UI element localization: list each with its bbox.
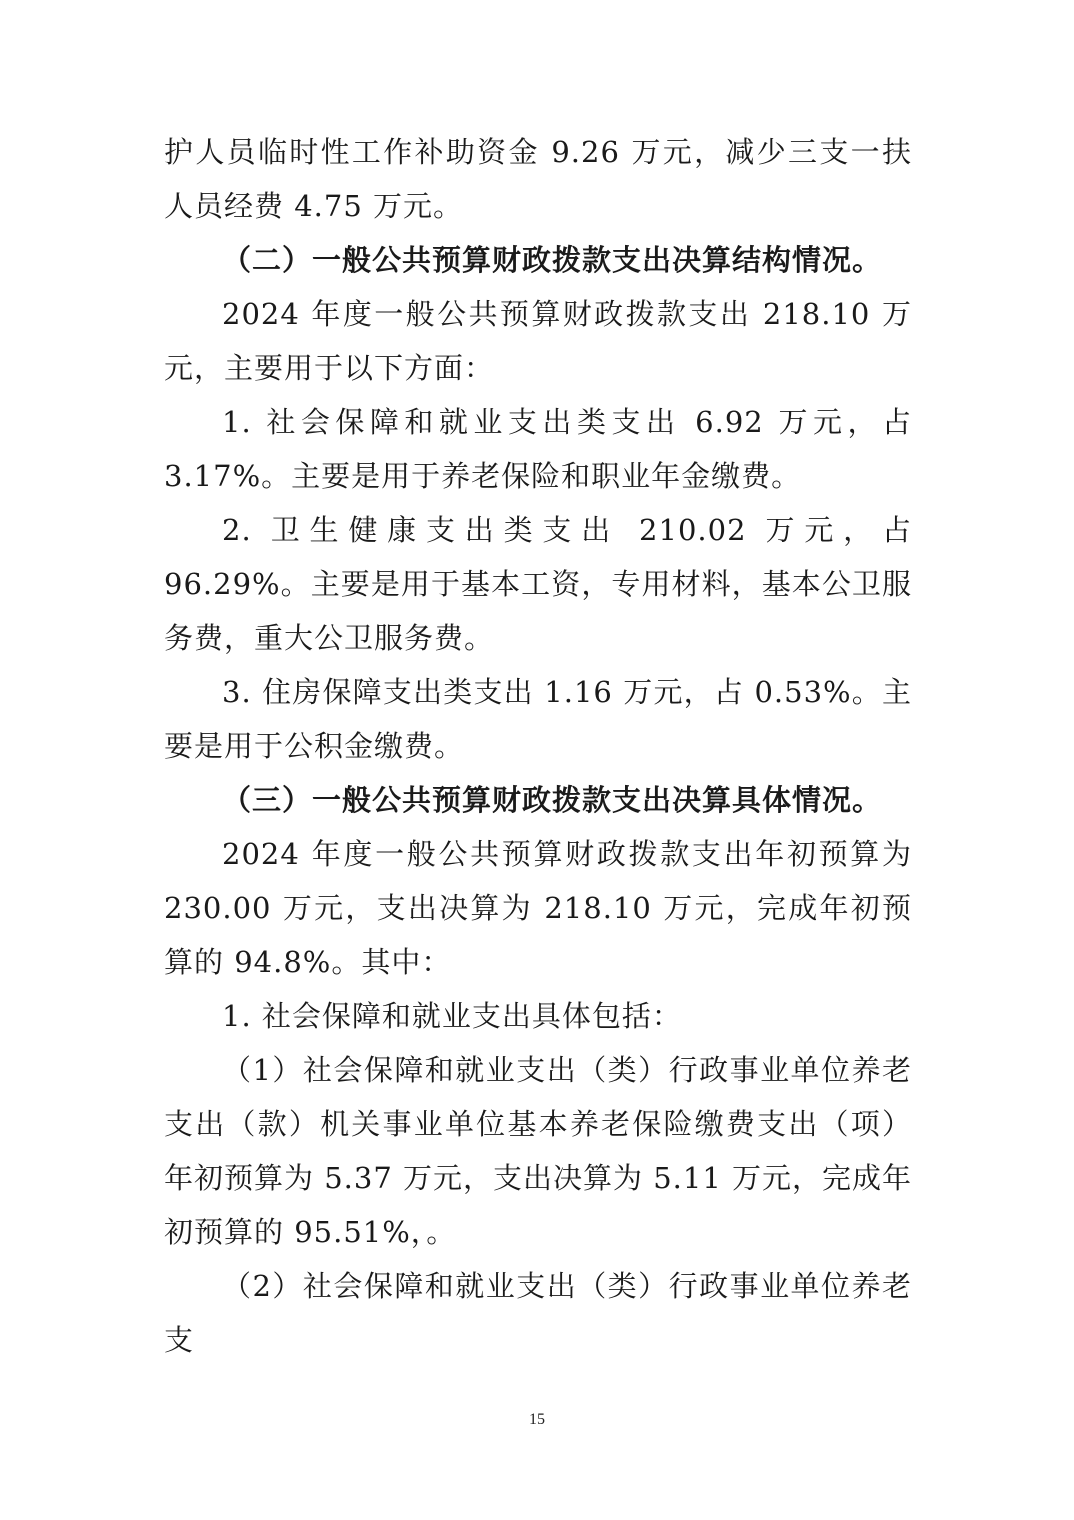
paragraph-5: 2. 卫生健康支出类支出 210.02 万元，占 96.29%。主要是用于基本工资，专用材料，基本公卫服务费，重大公卫服务费。 [164, 513, 912, 655]
paragraph-1: 护人员临时性工作补助资金 9.26 万元，减少三支一扶人员经费 4.75 万元。 [164, 135, 912, 223]
paragraph-3: 2024 年度一般公共预算财政拨款支出 218.10 万元，主要用于以下方面： [164, 297, 912, 385]
paragraph-6: 3. 住房保障支出类支出 1.16 万元，占 0.53%。主要是用于公积金缴费。 [164, 675, 912, 763]
section-heading-2: （二）一般公共预算财政拨款支出决算结构情况。 [222, 243, 883, 277]
page-number: 15 [529, 1411, 545, 1428]
paragraph-9: 1. 社会保障和就业支出具体包括： [222, 999, 682, 1033]
paragraph-4: 1. 社会保障和就业支出类支出 6.92 万元，占 3.17%。主要是用于养老保险和职业年金缴费。 [164, 405, 912, 493]
body-text [164, 125, 912, 1367]
paragraph-8: 2024 年度一般公共预算财政拨款支出年初预算为 230.00 万元，支出决算为 218.10 万元，完成年初预算的 94.8%。其中： [164, 837, 912, 979]
paragraph-10: （1）社会保障和就业支出（类）行政事业单位养老支出（款）机关事业单位基本养老保险缴费支出（项）年初预算为 5.37 万元，支出决算为 5.11 万元，完成年初预算的 95.51%，。 [164, 1053, 913, 1249]
paragraph-11: （2）社会保障和就业支出（类）行政事业单位养老支 [164, 1269, 912, 1357]
section-heading-3: （三）一般公共预算财政拨款支出决算具体情况。 [222, 783, 883, 817]
